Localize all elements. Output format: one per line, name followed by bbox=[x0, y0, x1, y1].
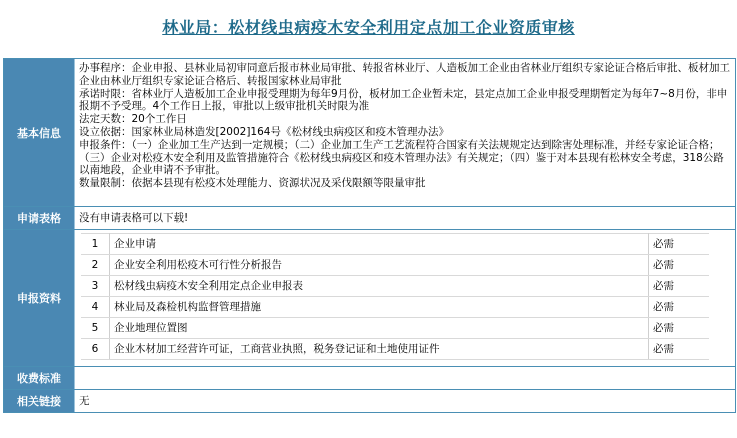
label-materials: 申报资料 bbox=[4, 230, 75, 366]
material-required: 必需 bbox=[649, 255, 710, 276]
material-num: 5 bbox=[81, 318, 110, 339]
material-row bbox=[81, 234, 709, 255]
material-name: 企业申请 bbox=[110, 234, 649, 255]
material-row bbox=[81, 255, 709, 276]
material-row bbox=[81, 297, 709, 318]
row-basic-info bbox=[4, 59, 735, 207]
info-line-procedure: 办事程序：企业申报、县林业局初审同意后报市林业局审批、转报省林业厅、人造板加工企业由省林业厅组织专家论证合格后审批、板材加工企业由林业厅组织专家论证合格后、转报国家林业局审批 bbox=[79, 62, 730, 87]
material-row bbox=[81, 318, 709, 339]
material-num: 1 bbox=[81, 234, 110, 255]
label-forms: 申请表格 bbox=[4, 207, 75, 229]
material-required: 必需 bbox=[649, 318, 710, 339]
material-name: 企业安全利用松疫木可行性分析报告 bbox=[110, 255, 649, 276]
material-num: 3 bbox=[81, 276, 110, 297]
material-num: 4 bbox=[81, 297, 110, 318]
material-required: 必需 bbox=[649, 297, 710, 318]
row-materials bbox=[4, 230, 735, 367]
info-line-basis: 设立依据：国家林业局林造发[2002]164号《松材线虫病疫区和疫木管理办法》 bbox=[79, 125, 449, 138]
material-name: 企业地理位置图 bbox=[110, 318, 649, 339]
info-line-legal-days: 法定天数：20个工作日 bbox=[79, 113, 187, 126]
page-title[interactable]: 林业局：松材线虫病疫木安全利用定点加工企业资质审核 bbox=[162, 17, 575, 37]
info-line-time-limit: 承诺时限：省林业厅人造板加工企业申报受理期为每年9月份，板材加工企业暂未定，县定点加工企业申报受理期暂定为每年7~8月份，非申报期不予受理。4个工作日上报，审批以上级审批机关时限为准 bbox=[79, 87, 728, 113]
materials-table bbox=[81, 233, 709, 360]
row-forms bbox=[4, 207, 735, 230]
material-num: 6 bbox=[81, 339, 110, 360]
row-fees bbox=[4, 367, 735, 390]
material-required: 必需 bbox=[649, 276, 710, 297]
label-links: 相关链接 bbox=[4, 390, 75, 412]
material-row bbox=[81, 276, 709, 297]
materials-content bbox=[75, 230, 735, 366]
info-line-quantity: 数量限制：依据本县现有松疫木处理能力、资源状况及采伐限额等限量审批 bbox=[79, 177, 426, 190]
material-row bbox=[81, 339, 709, 360]
material-name: 企业木材加工经营许可证，工商营业执照，税务登记证和土地使用证件 bbox=[110, 339, 649, 360]
material-required: 必需 bbox=[649, 234, 710, 255]
info-line-conditions: 申报条件：（一）企业加工生产达到一定规模；（二）企业加工生产工艺流程符合国家有关法规规定达到除害处理标准，并经专家论证合格；（三）企业对松疫木安全利用及监管措施符合《松材线虫病疫区和疫木管理办法》有关规定；（四）鉴于对本县现有松林安全考虑，318公路以南地段，企业申请不予审批。 bbox=[79, 138, 724, 177]
basic-info-content bbox=[75, 59, 735, 206]
material-name: 松材线虫病疫木安全利用定点企业申报表 bbox=[110, 276, 649, 297]
fees-content bbox=[75, 367, 735, 389]
label-basic-info: 基本信息 bbox=[4, 59, 75, 206]
material-name: 林业局及森检机构监督管理措施 bbox=[110, 297, 649, 318]
title-bar bbox=[0, 0, 737, 52]
material-required: 必需 bbox=[649, 339, 710, 360]
label-fees: 收费标准 bbox=[4, 367, 75, 389]
info-table bbox=[3, 58, 736, 413]
row-links bbox=[4, 390, 735, 412]
forms-content: 没有申请表格可以下载! bbox=[79, 211, 189, 224]
material-num: 2 bbox=[81, 255, 110, 276]
links-content: 无 bbox=[79, 394, 90, 407]
